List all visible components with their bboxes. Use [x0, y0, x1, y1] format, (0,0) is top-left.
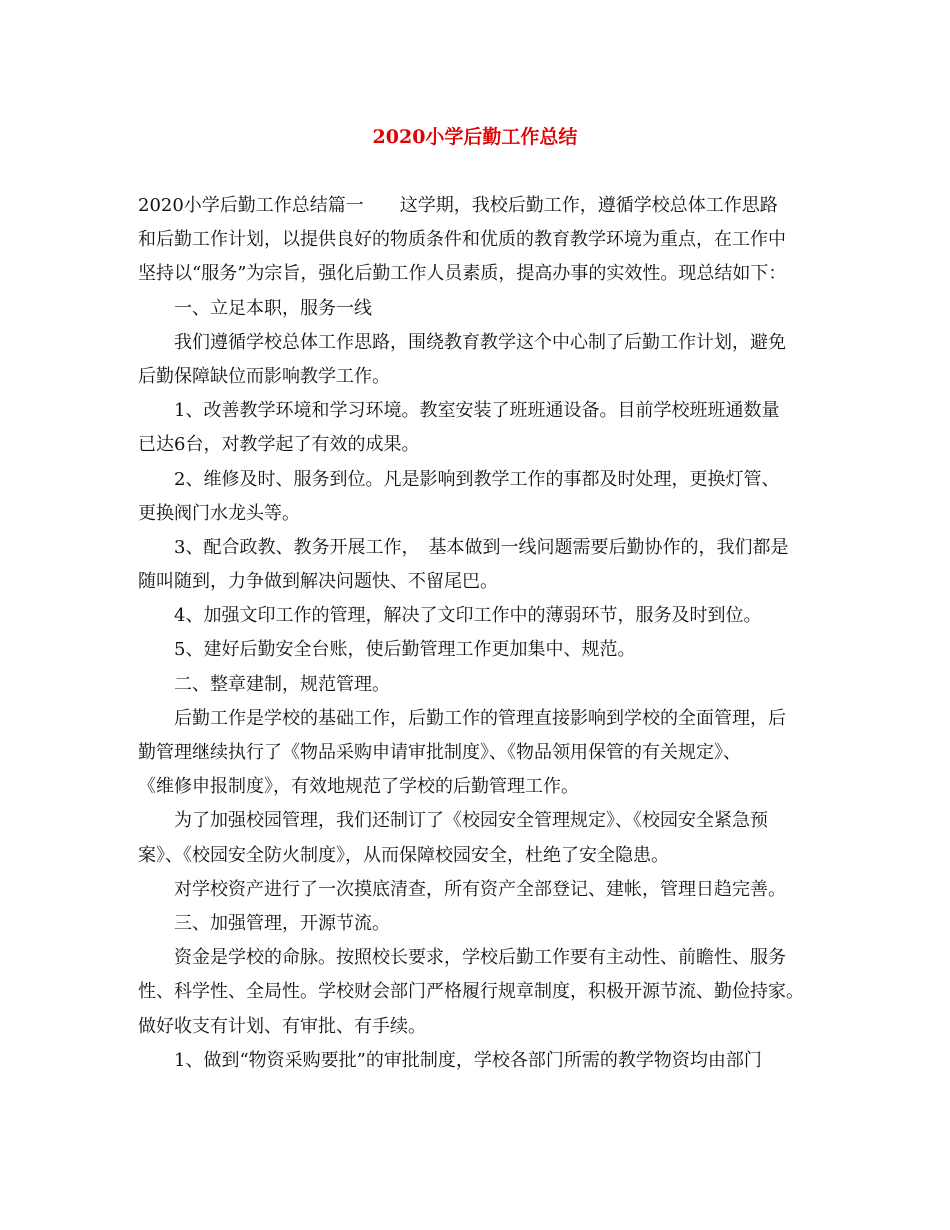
text-line: 勤管理继续执行了《物品采购申请审批制度》、《物品领用保管的有关规定》、 — [138, 742, 741, 763]
text-line: 1、改善教学环境和学习环境。教室安装了班班通设备。目前学校班班通数量 — [174, 400, 780, 422]
text-line: 资金是学校的命脉。按照校长要求，学校后勤工作要有主动性、前瞻性、服务 — [174, 947, 786, 969]
text-line: 1、做到“物资采购要批”的审批制度，学校各部门所需的教学物资均由部门 — [174, 1049, 762, 1071]
text-line: 5、建好后勤安全台账，使后勤管理工作更加集中、规范。 — [174, 639, 636, 661]
text-line: 更换阀门水龙头等。 — [138, 502, 300, 524]
text-line: 4、加强文印工作的管理，解决了文印工作中的薄弱环节，服务及时到位。 — [174, 605, 762, 627]
text-line: 案》、《校园安全防火制度》，从而保障校园安全，杜绝了安全隐患。 — [138, 844, 669, 866]
text-line: 3、配合政教、教务开展工作， 基本做到一线问题需要后勤协作的，我们都是 — [174, 536, 789, 558]
document-title: 2020小学后勤工作总结 — [372, 126, 578, 148]
document-body — [138, 189, 828, 1078]
text-line: 随叫随到，力争做到解决问题快、不留尾巴。 — [138, 571, 498, 593]
text-line: 和后勤工作计划，以提供良好的物质条件和优质的教育教学环境为重点，在工作中 — [138, 229, 786, 251]
text-line: 坚持以“服务”为宗旨，强化后勤工作人员素质，提高办事的实效性。现总结如下： — [138, 263, 787, 285]
text-line: 2、维修及时、服务到位。凡是影响到教学工作的事都及时处理，更换灯管、 — [174, 468, 780, 490]
text-line: 《维修申报制度》，有效地规范了学校的后勤管理工作。 — [138, 776, 579, 798]
text-line: 性、科学性、全局性。学校财会部门严格履行规章制度，积极开源节流、勤俭持家。 — [138, 981, 804, 1003]
section-heading: 一、立足本职，服务一线 — [174, 297, 372, 319]
text-line: 对学校资产进行了一次摸底清查，所有资产全部登记、建帐，管理日趋完善。 — [174, 878, 786, 900]
text-line: 做好收支有计划、有审批、有手续。 — [138, 1015, 426, 1037]
text-line: 已达6台，对教学起了有效的成果。 — [138, 434, 420, 456]
section-heading: 三、加强管理，开源节流。 — [174, 912, 390, 934]
text-line: 后勤保障缺位而影响教学工作。 — [138, 365, 390, 387]
section-heading: 二、整章建制，规范管理。 — [174, 673, 390, 695]
text-line: 后勤工作是学校的基础工作，后勤工作的管理直接影响到学校的全面管理，后 — [174, 707, 786, 729]
text-line: 2020小学后勤工作总结篇一 这学期，我校后勤工作，遵循学校总体工作思路 — [138, 195, 778, 216]
text-line: 我们遵循学校总体工作思路，围绕教育教学这个中心制了后勤工作计划，避免 — [174, 331, 786, 353]
text-line: 为了加强校园管理，我们还制订了《校园安全管理规定》、《校园安全紧急预 — [174, 810, 768, 832]
